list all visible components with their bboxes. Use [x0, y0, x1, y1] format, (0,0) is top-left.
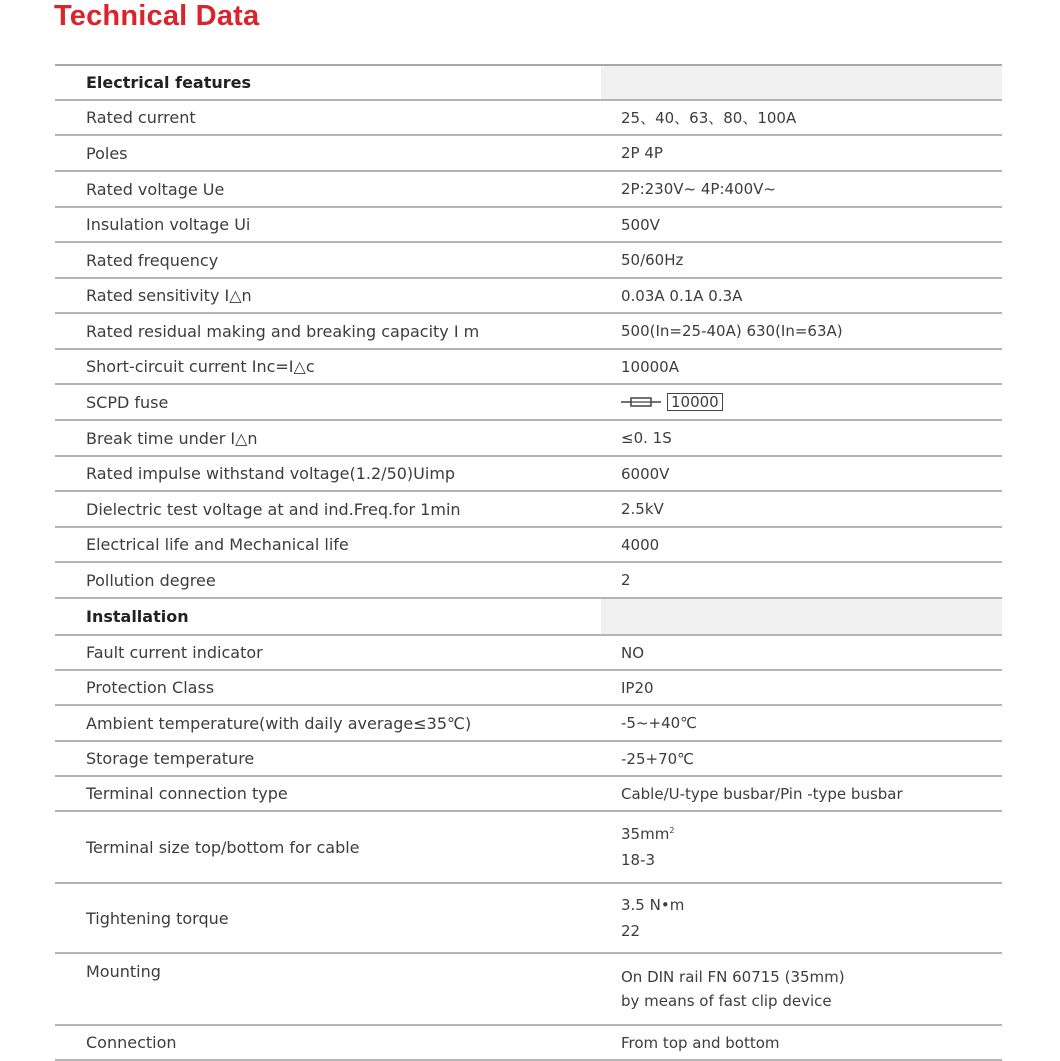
section-header-installation: [55, 599, 1002, 636]
row-label: Break time under I△n: [86, 428, 258, 448]
value-line-1: On DIN rail FN 60715 (35mm): [621, 968, 845, 986]
row-label: Dielectric test voltage at and ind.Freq.for 1min: [86, 499, 461, 519]
section-header-electrical: [55, 66, 1002, 101]
row-value: [601, 385, 1002, 419]
table-row-torque: [55, 884, 1002, 954]
row-value: 2: [601, 563, 1002, 597]
value-line-2: by means of fast clip device: [621, 992, 832, 1010]
table-row: [55, 172, 1002, 208]
value-line-2: 18-3: [621, 851, 656, 869]
table-row: [55, 385, 1002, 421]
table-row: [55, 208, 1002, 243]
row-label: Rated impulse withstand voltage(1.2/50)Uimp: [86, 464, 456, 483]
table-row: [55, 563, 1002, 599]
section-title: Electrical features: [86, 73, 252, 92]
row-value: IP20: [601, 671, 1002, 704]
row-value: 4000: [601, 528, 1002, 561]
table-row: [55, 492, 1002, 528]
table-row-terminal-size: [55, 812, 1002, 884]
fuse-value: [621, 393, 1002, 411]
row-label: Fault current indicator: [86, 643, 263, 662]
row-label: Rated frequency: [86, 250, 219, 270]
row-value: 25、40、63、80、100A: [601, 101, 1002, 134]
table-row: [55, 101, 1002, 136]
table-row: [55, 528, 1002, 563]
row-value: NO: [601, 636, 1002, 669]
table-row: [55, 706, 1002, 742]
row-label: Pollution degree: [86, 570, 216, 590]
technical-data-table: [55, 64, 1002, 1061]
row-value: 500V: [601, 208, 1002, 241]
value-line-2: 22: [621, 922, 641, 940]
row-label: Rated residual making and breaking capacity I m: [86, 321, 480, 341]
row-label: Poles: [86, 143, 128, 163]
table-row: [55, 314, 1002, 350]
table-row-mounting: [55, 954, 1002, 1026]
row-label: Terminal size top/bottom for cable: [86, 837, 360, 857]
table-row: [55, 243, 1002, 279]
row-label: Insulation voltage Ui: [86, 215, 251, 234]
row-label: SCPD fuse: [86, 392, 169, 412]
table-row: [55, 350, 1002, 385]
row-label: Rated current: [86, 108, 196, 127]
row-label: Connection: [86, 1033, 177, 1052]
value-line-1: 3.5 N•m: [621, 896, 685, 914]
table-row: [55, 742, 1002, 777]
row-label: Mounting: [86, 962, 161, 981]
row-value: Cable/U-type busbar/Pin -type busbar: [601, 777, 1002, 810]
table-row-connection: [55, 1026, 1002, 1061]
row-label: Tightening torque: [86, 908, 229, 928]
row-label: Short-circuit current Inc=I△c: [86, 357, 315, 376]
row-value: 10000A: [601, 350, 1002, 383]
row-value: 0.03A 0.1A 0.3A: [601, 279, 1002, 312]
row-label: Rated voltage Ue: [86, 179, 225, 199]
table-row: [55, 671, 1002, 706]
row-label: Rated sensitivity I△n: [86, 286, 252, 305]
row-label: Terminal connection type: [86, 784, 288, 803]
table-row: [55, 777, 1002, 812]
row-value: [601, 954, 1002, 1024]
row-label: Protection Class: [86, 678, 215, 697]
fuse-rating: 10000: [667, 393, 723, 411]
row-value: 2P:230V~ 4P:400V~: [601, 172, 1002, 206]
value-line-1: $35mm^2$: [621, 825, 675, 843]
row-value: 6000V: [601, 457, 1002, 490]
row-value: -25+70℃: [601, 742, 1002, 775]
section-title: Installation: [86, 607, 189, 626]
section-value-empty: [601, 599, 1002, 634]
row-label: Electrical life and Mechanical life: [86, 535, 349, 554]
row-value: [601, 884, 1002, 952]
table-row: [55, 421, 1002, 457]
row-value: 2.5kV: [601, 492, 1002, 526]
row-value: 2P 4P: [601, 136, 1002, 170]
table-row: [55, 136, 1002, 172]
row-value: From top and bottom: [601, 1026, 1002, 1059]
fuse-icon: [621, 395, 661, 409]
row-value: 50/60Hz: [601, 243, 1002, 277]
section-value-empty: [601, 66, 1002, 99]
row-value: ≤0. 1S: [601, 421, 1002, 455]
table-row: [55, 457, 1002, 492]
page-title: Technical Data: [54, 0, 260, 32]
table-row: [55, 279, 1002, 314]
row-value: 500(In=25-40A) 630(In=63A): [601, 314, 1002, 348]
row-value: -5~+40℃: [601, 706, 1002, 740]
row-label: Storage temperature: [86, 749, 255, 768]
row-value: [601, 812, 1002, 882]
table-row: [55, 636, 1002, 671]
row-label: Ambient temperature(with daily average≤35℃): [86, 713, 472, 733]
